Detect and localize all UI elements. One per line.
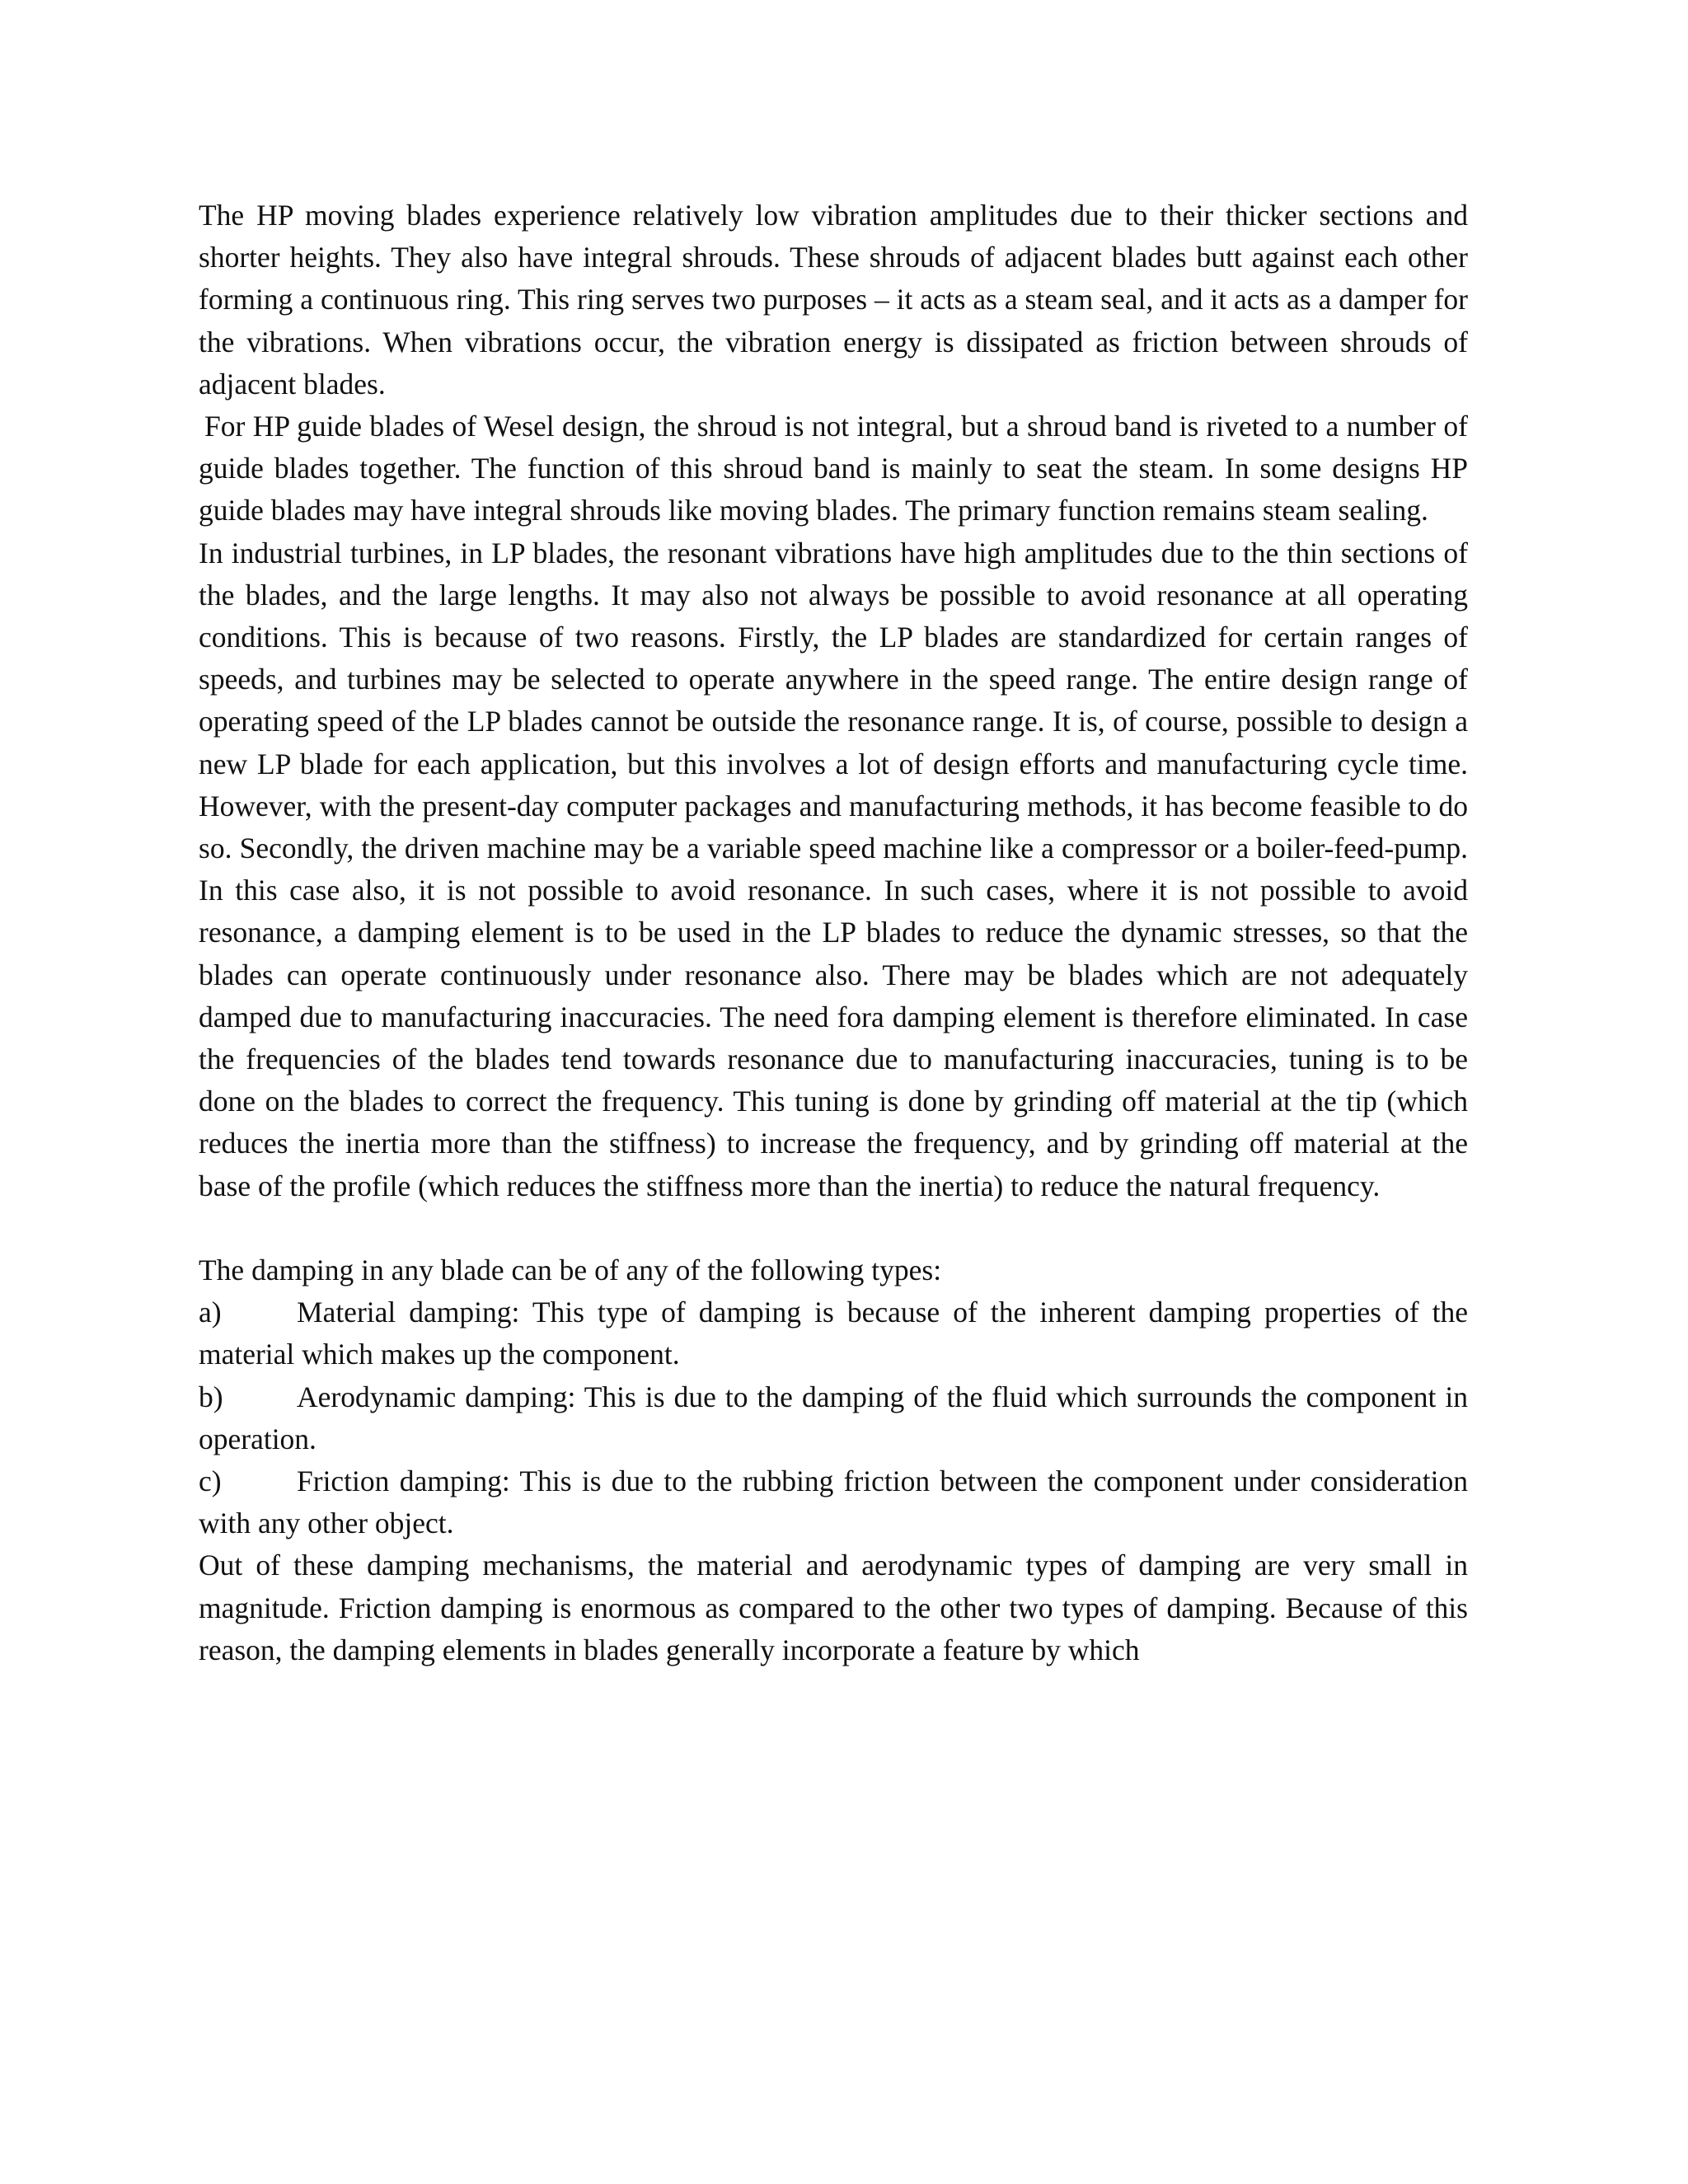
- list-marker: b): [199, 1380, 223, 1413]
- paragraph-damping-intro: The damping in any blade can be of any of the following types:: [199, 1254, 942, 1287]
- list-marker: a): [199, 1296, 222, 1329]
- document-page: [199, 194, 1468, 1671]
- paragraph-hp-guide-blades: For HP guide blades of Wesel design, the shroud is not integral, but a shroud band is riveted to a number of guide blades together. The function of this shroud band is mainly to seat the steam. In some designs HP guide blades may have integral shrouds like moving blades. The primary function remains steam sealing.: [199, 410, 1468, 527]
- damping-types-list: [199, 1291, 1468, 1544]
- paragraph-hp-moving-blades: The HP moving blades experience relatively low vibration amplitudes due to their thicker sections and shorter heights. They also have integral shrouds. These shrouds of adjacent blades butt against each other forming a continuous ring. This ring serves two purposes – it acts as a steam seal, and it acts as a damper for the vibrations. When vibrations occur, the vibration energy is dissipated as friction between shrouds of adjacent blades.: [199, 199, 1468, 401]
- list-item-friction-damping: [199, 1460, 1468, 1544]
- list-item-material-damping: [199, 1291, 1468, 1376]
- list-item-aerodynamic-damping: [199, 1376, 1468, 1460]
- list-item-text: Friction damping: This is due to the rubbing friction between the component under consideration with any other object.: [199, 1465, 1468, 1540]
- paragraph-lp-blades-resonance: In industrial turbines, in LP blades, the resonant vibrations have high amplitudes due to the thin sections of the blades, and the large lengths. It may also not always be possible to avoid resonance at all operating conditions. This is because of two reasons. Firstly, the LP blades are standardized for certain ranges of speeds, and turbines may be selected to operate anywhere in the speed range. The entire design range of operating speed of the LP blades cannot be outside the resonance range. It is, of course, possible to design a new LP blade for each application, but this involves a lot of design efforts and manufacturing cycle time. However, with the present-day computer packages and manufacturing methods, it has become feasible to do so. Secondly, the driven machine may be a variable speed machine like a compressor or a boiler-feed-pump. In this case also, it is not possible to avoid resonance. In such cases, where it is not possible to avoid resonance, a damping element is to be used in the LP blades to reduce the dynamic stresses, so that the blades can operate continuously under resonance also. There may be blades which are not adequately damped due to manufacturing inaccuracies. The need fora damping element is therefore eliminated. In case the frequencies of the blades tend towards resonance due to manufacturing inaccuracies, tuning is to be done on the blades to correct the frequency. This tuning is done by grinding off material at the tip (which reduces the inertia more than the stiffness) to increase the frequency, and by grinding off material at the base of the profile (which reduces the stiffness more than the inertia) to reduce the natural frequency.: [199, 536, 1468, 1202]
- list-marker: c): [199, 1465, 222, 1498]
- paragraph-damping-mechanisms: Out of these damping mechanisms, the material and aerodynamic types of damping are very small in magnitude. Friction damping is enormous as compared to the other two types of damping. Because of this reason, the damping elements in blades generally incorporate a feature by which: [199, 1549, 1468, 1666]
- list-item-text: Material damping: This type of damping is because of the inherent damping properties of the material which makes up the component.: [199, 1296, 1468, 1371]
- list-item-text: Aerodynamic damping: This is due to the damping of the fluid which surrounds the component in operation.: [199, 1380, 1468, 1455]
